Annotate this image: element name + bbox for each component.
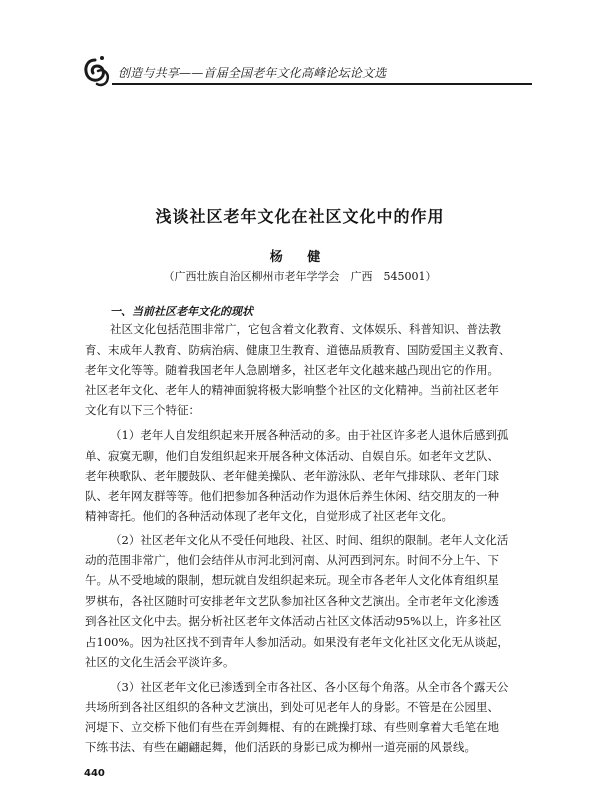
header-title: 创造与共享——首届全国老年文化高峰论坛论文选 — [118, 66, 387, 80]
body-line: 共场所到各社区组织的各种文艺演出，到处可见老年人的身影。不管是在公园里、 — [85, 700, 499, 714]
body-line: 老年文化等等。随着我国老年人急剧增多，社区老年文化越来越凸现出它的作用。 — [85, 363, 499, 377]
body-line: 社区的文化生活会平淡许多。 — [85, 655, 235, 669]
section-heading: 一、当前社区老年文化的现状 — [110, 305, 253, 318]
author-affiliation: （广西壮族自治区柳州市老年学学会 广西 545001） — [163, 270, 437, 283]
page-number: 440 — [84, 768, 105, 779]
body-line: 老年秧歌队、老年腰鼓队、老年健美操队、老年游泳队、老年气排球队、老年门球 — [85, 469, 499, 483]
body-line: （3）社区老年文化已渗透到全市各社区、各小区每个角落。从全市各个露天公 — [110, 680, 509, 694]
body-line: 队、老年网友群等等。他们把参加各种活动作为退休后养生休闲、结交朋友的一种 — [85, 489, 499, 503]
body-line: 社区老年文化、老年人的精神面貌将极大影响整个社区的文化精神。当前社区老年 — [85, 383, 499, 397]
body-line: 社区文化包括范围非常广，它包含着文化教育、文体娱乐、科普知识、普法教 — [110, 322, 501, 336]
body-line: 育、末成年人教育、防病治病、健康卫生教育、道德品质教育、国防爱国主义教育、 — [85, 343, 511, 357]
body-line: （2）社区老年文化从不受任何地段、社区、时间、组织的限制。老年人文化活 — [110, 533, 509, 547]
body-line: 河堤下、立交桥下他们有些在弄剑舞棍、有的在跳操打球、有些则拿着大毛笔在地 — [85, 720, 499, 734]
body-line: 动的范围非常广，他们会结伴从市河北到河南、从河西到河东。时间不分上午、下 — [85, 553, 499, 567]
body-line: 到各社区文化中去。据分析社区老年文体活动占社区文体活动95%以上，许多社区 — [85, 614, 502, 628]
body-line: 精神寄托。他们的各种活动体现了老年文化，自觉形成了社区老年文化。 — [85, 509, 453, 523]
conference-logo-icon — [82, 54, 112, 88]
body-line: 午。从不受地域的限制，想玩就自发组织起来玩。现全市各老年人文化体育组织星 — [85, 573, 499, 587]
running-header — [82, 54, 542, 90]
body-line: 文化有以下三个特征： — [85, 403, 200, 417]
body-line: 罗棋布，各社区随时可安排老年文艺队参加社区各种文艺演出。全市老年文化渗透 — [85, 594, 499, 608]
author-name: 杨 健 — [269, 250, 331, 265]
header-divider — [112, 83, 532, 85]
body-line: 单、寂寞无聊，他们自发组织起来开展各种文体活动、自娱自乐。如老年文艺队、 — [85, 449, 499, 463]
body-line: 下练书法、有些在翩翩起舞，他们活跃的身影已成为柳州一道亮丽的风景线。 — [85, 740, 476, 754]
body-line: 占100%。因为社区找不到青年人参加活动。如果没有老年文化社区文化无从谈起， — [85, 635, 509, 649]
body-line: （1）老年人自发组织起来开展各种活动的多。由于社区许多老人退休后感到孤 — [110, 428, 509, 442]
article-title: 浅谈社区老年文化在社区文化中的作用 — [155, 207, 445, 226]
